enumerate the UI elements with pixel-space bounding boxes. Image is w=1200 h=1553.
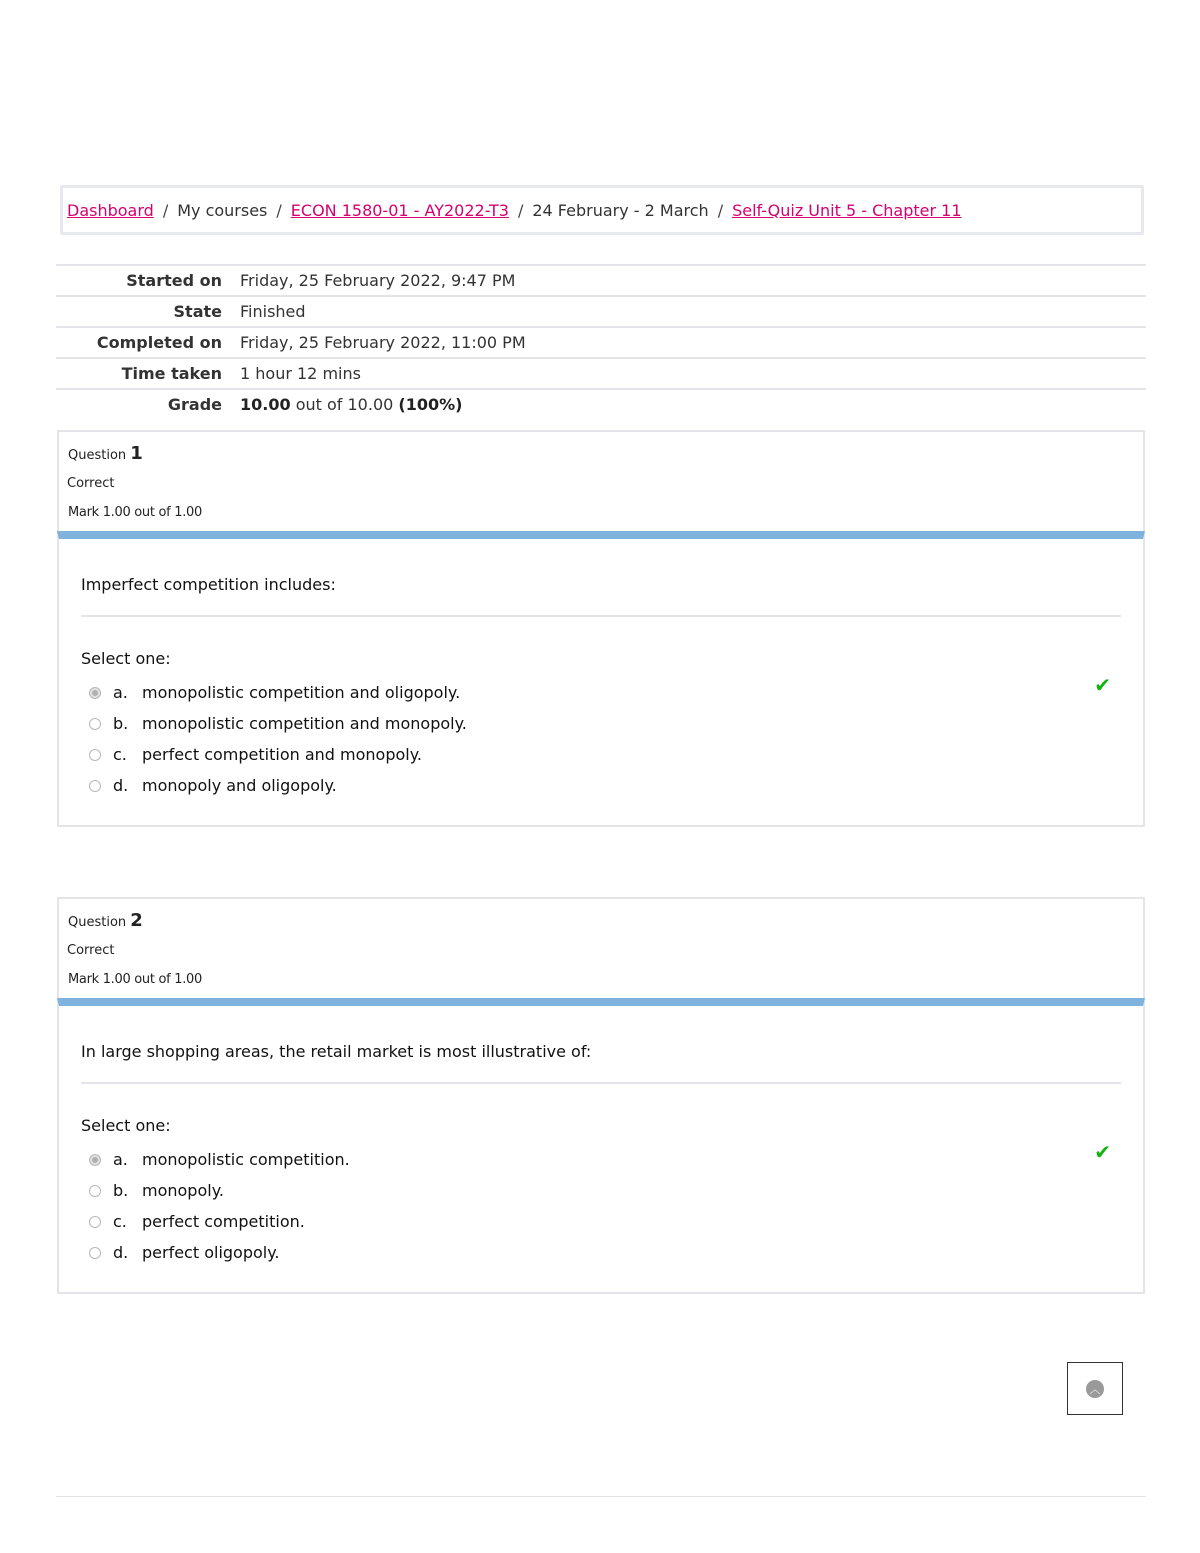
answer-option-a[interactable] <box>89 1144 350 1175</box>
chevron-up-circle-icon: ︿ <box>1086 1380 1104 1398</box>
summary-row-started <box>56 264 1146 295</box>
radio-button[interactable] <box>89 1185 101 1197</box>
question-content-1 <box>57 531 1145 827</box>
answer-letter: a. <box>113 683 128 702</box>
breadcrumb-my-courses: My courses <box>177 200 268 220</box>
attempt-summary-table <box>56 264 1146 419</box>
select-one-label: Select one: <box>81 649 171 668</box>
footer-divider <box>56 1496 1146 1497</box>
radio-button[interactable] <box>89 687 101 699</box>
summary-row-state <box>56 295 1146 326</box>
breadcrumb-separator: / <box>162 200 169 220</box>
summary-label: Started on <box>126 271 222 290</box>
breadcrumb-quiz-link[interactable]: Self-Quiz Unit 5 - Chapter 11 <box>732 200 962 220</box>
grade-percent: (100%) <box>398 395 463 414</box>
divider <box>81 1082 1121 1084</box>
summary-row-completed <box>56 326 1146 357</box>
radio-button[interactable] <box>89 780 101 792</box>
answer-letter: d. <box>113 776 129 795</box>
question-state: Correct <box>67 943 115 958</box>
breadcrumb-dashboard-link[interactable]: Dashboard <box>67 200 154 220</box>
question-num: 1 <box>130 443 143 464</box>
answer-letter: a. <box>113 1150 128 1169</box>
summary-value: Friday, 25 February 2022, 9:47 PM <box>240 271 516 290</box>
question-word: Question <box>68 915 127 930</box>
answer-letter: c. <box>113 1212 127 1231</box>
question-info-1 <box>57 430 1145 534</box>
question-state: Correct <box>67 476 115 491</box>
answer-text: monopolistic competition and oligopoly. <box>142 683 461 702</box>
answer-option-c[interactable] <box>89 1206 350 1237</box>
answer-option-c[interactable] <box>89 739 467 770</box>
answer-letter: b. <box>113 1181 129 1200</box>
breadcrumb <box>60 185 1144 235</box>
breadcrumb-course-link[interactable]: ECON 1580-01 - AY2022-T3 <box>290 200 509 220</box>
radio-button[interactable] <box>89 1247 101 1259</box>
answer-option-d[interactable] <box>89 770 467 801</box>
radio-button[interactable] <box>89 749 101 761</box>
question-text: In large shopping areas, the retail market is most illustrative of: <box>81 1042 592 1061</box>
summary-value: Finished <box>240 302 306 321</box>
question-number <box>68 910 143 931</box>
answer-letter: b. <box>113 714 129 733</box>
correct-check-icon: ✔ <box>1094 1140 1111 1164</box>
answer-option-b[interactable] <box>89 708 467 739</box>
question-mark: Mark 1.00 out of 1.00 <box>68 972 202 987</box>
answer-text: monopolistic competition. <box>142 1150 350 1169</box>
question-mark: Mark 1.00 out of 1.00 <box>68 505 202 520</box>
answer-text: perfect competition. <box>142 1212 305 1231</box>
summary-row-grade <box>56 388 1146 419</box>
grade-score: 10.00 <box>240 395 291 414</box>
back-to-top-button[interactable] <box>1067 1362 1123 1415</box>
answer-text: perfect oligopoly. <box>142 1243 280 1262</box>
question-number <box>68 443 143 464</box>
radio-button[interactable] <box>89 718 101 730</box>
grade-out-of: out of 10.00 <box>295 395 394 414</box>
radio-button[interactable] <box>89 1216 101 1228</box>
summary-label: State <box>173 302 222 321</box>
question-info-2 <box>57 897 1145 1001</box>
radio-button[interactable] <box>89 1154 101 1166</box>
divider <box>81 615 1121 617</box>
answer-list <box>89 1144 350 1268</box>
summary-row-time-taken <box>56 357 1146 388</box>
answer-option-b[interactable] <box>89 1175 350 1206</box>
answer-text: monopolistic competition and monopoly. <box>142 714 467 733</box>
answer-text: monopoly. <box>142 1181 224 1200</box>
breadcrumb-separator: / <box>276 200 282 220</box>
breadcrumb-separator: / <box>517 200 524 220</box>
question-content-2 <box>57 998 1145 1294</box>
answer-list <box>89 677 467 801</box>
question-num: 2 <box>130 910 143 931</box>
answer-option-d[interactable] <box>89 1237 350 1268</box>
answer-option-a[interactable] <box>89 677 467 708</box>
answer-letter: d. <box>113 1243 129 1262</box>
answer-letter: c. <box>113 745 127 764</box>
summary-value: 1 hour 12 mins <box>240 364 361 383</box>
question-text: Imperfect competition includes: <box>81 575 336 594</box>
breadcrumb-week: 24 February - 2 March <box>532 200 709 220</box>
answer-text: monopoly and oligopoly. <box>142 776 337 795</box>
breadcrumb-separator: / <box>717 200 724 220</box>
answer-text: perfect competition and monopoly. <box>142 745 422 764</box>
summary-label: Time taken <box>121 364 222 383</box>
correct-check-icon: ✔ <box>1094 673 1111 697</box>
summary-value: Friday, 25 February 2022, 11:00 PM <box>240 333 526 352</box>
select-one-label: Select one: <box>81 1116 171 1135</box>
summary-label: Completed on <box>96 333 222 352</box>
question-word: Question <box>68 448 127 463</box>
summary-value <box>222 395 462 414</box>
summary-label: Grade <box>167 395 222 414</box>
